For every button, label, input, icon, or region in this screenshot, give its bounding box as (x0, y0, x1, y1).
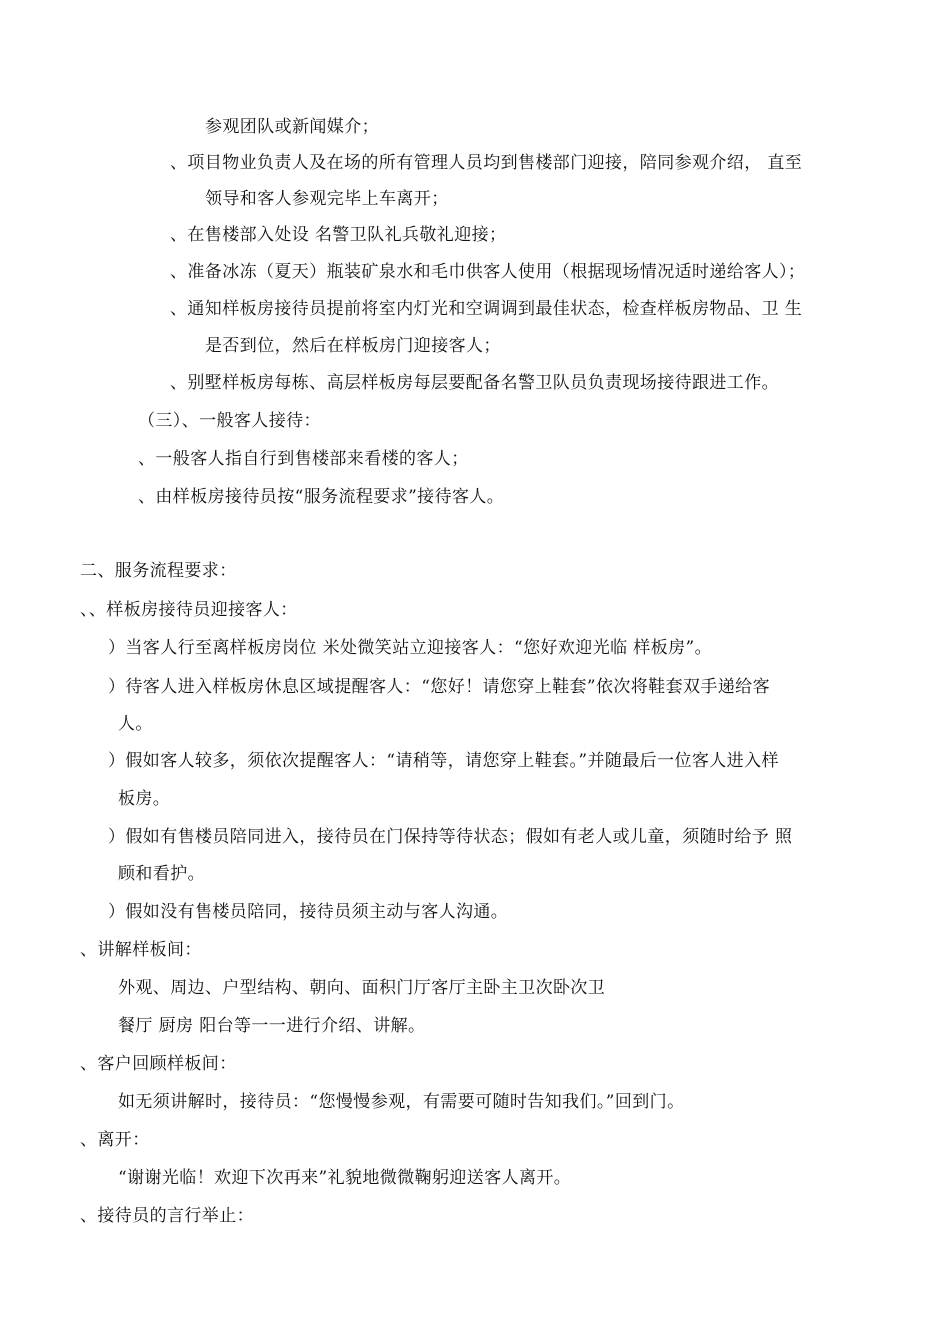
text-line: 、由样板房接待员按“服务流程要求”接待客人。 (138, 487, 505, 507)
text-line: 板房。 (118, 789, 171, 809)
text-line: 餐厅 厨房 阳台等一一进行介绍、讲解。 (118, 1016, 426, 1036)
text-line: “谢谢光临！欢迎下次再来”礼貌地微微鞠躬迎送客人离开。 (118, 1168, 572, 1188)
text-line: 如无须讲解时，接待员：“您慢慢参观，有需要可随时告知我们。”回到门。 (118, 1092, 685, 1112)
text-line: 、接待员的言行举止： (80, 1206, 254, 1226)
text-line: 顾和看护。 (118, 864, 205, 884)
text-line: 、项目物业负责人及在场的所有管理人员均到售楼部门迎接，陪同参观介绍， 直至 (170, 153, 803, 173)
text-line: ）假如没有售楼员陪同，接待员须主动与客人沟通。 (108, 902, 509, 922)
text-line: ）待客人进入样板房休息区域提醒客人：“您好！请您穿上鞋套”依次将鞋套双手递给客 (108, 677, 770, 697)
text-line: ）假如客人较多，须依次提醒客人：“请稍等，请您穿上鞋套。”并随最后一位客人进入样 (108, 751, 779, 771)
text-line: 、一般客人指自行到售楼部来看楼的客人； (138, 449, 469, 469)
text-line: 、通知样板房接待员提前将室内灯光和空调调到最佳状态，检查样板房物品、卫 生 (170, 299, 803, 319)
text-line: 人。 (118, 714, 153, 734)
section-heading: 二、服务流程要求： (80, 561, 237, 581)
text-line: 参观团队或新闻媒介； (205, 117, 379, 137)
text-line: 、准备冰冻（夏天）瓶装矿泉水和毛巾供客人使用（根据现场情况适时递给客人）； (170, 262, 806, 282)
text-line: 领导和客人参观完毕上车离开； (205, 189, 449, 209)
text-line: 、、样板房接待员迎接客人： (80, 600, 298, 620)
text-line: 、在售楼部入处设 名警卫队礼兵敬礼迎接； (170, 225, 507, 245)
text-line: ）假如有售楼员陪同进入，接待员在门保持等待状态；假如有老人或儿童，须随时给予 照 (108, 827, 793, 847)
text-line: 外观、周边、户型结构、朝向、面积门厅客厅主卧主卫次卧次卫 (118, 978, 606, 998)
text-line: 是否到位，然后在样板房门迎接客人； (205, 336, 501, 356)
text-line: 、讲解样板间： (80, 940, 202, 960)
text-line: ）当客人行至离样板房岗位 米处微笑站立迎接客人：“您好欢迎光临 样板房”。 (108, 638, 712, 658)
text-line: 、客户回顾样板间： (80, 1054, 237, 1074)
text-line: 、离开： (80, 1130, 150, 1150)
section-subheading: （三）、一般客人接待： (138, 411, 321, 431)
text-line: 、别墅样板房每栋、高层样板房每层要配备名警卫队员负责现场接待跟进工作。 (170, 373, 779, 393)
